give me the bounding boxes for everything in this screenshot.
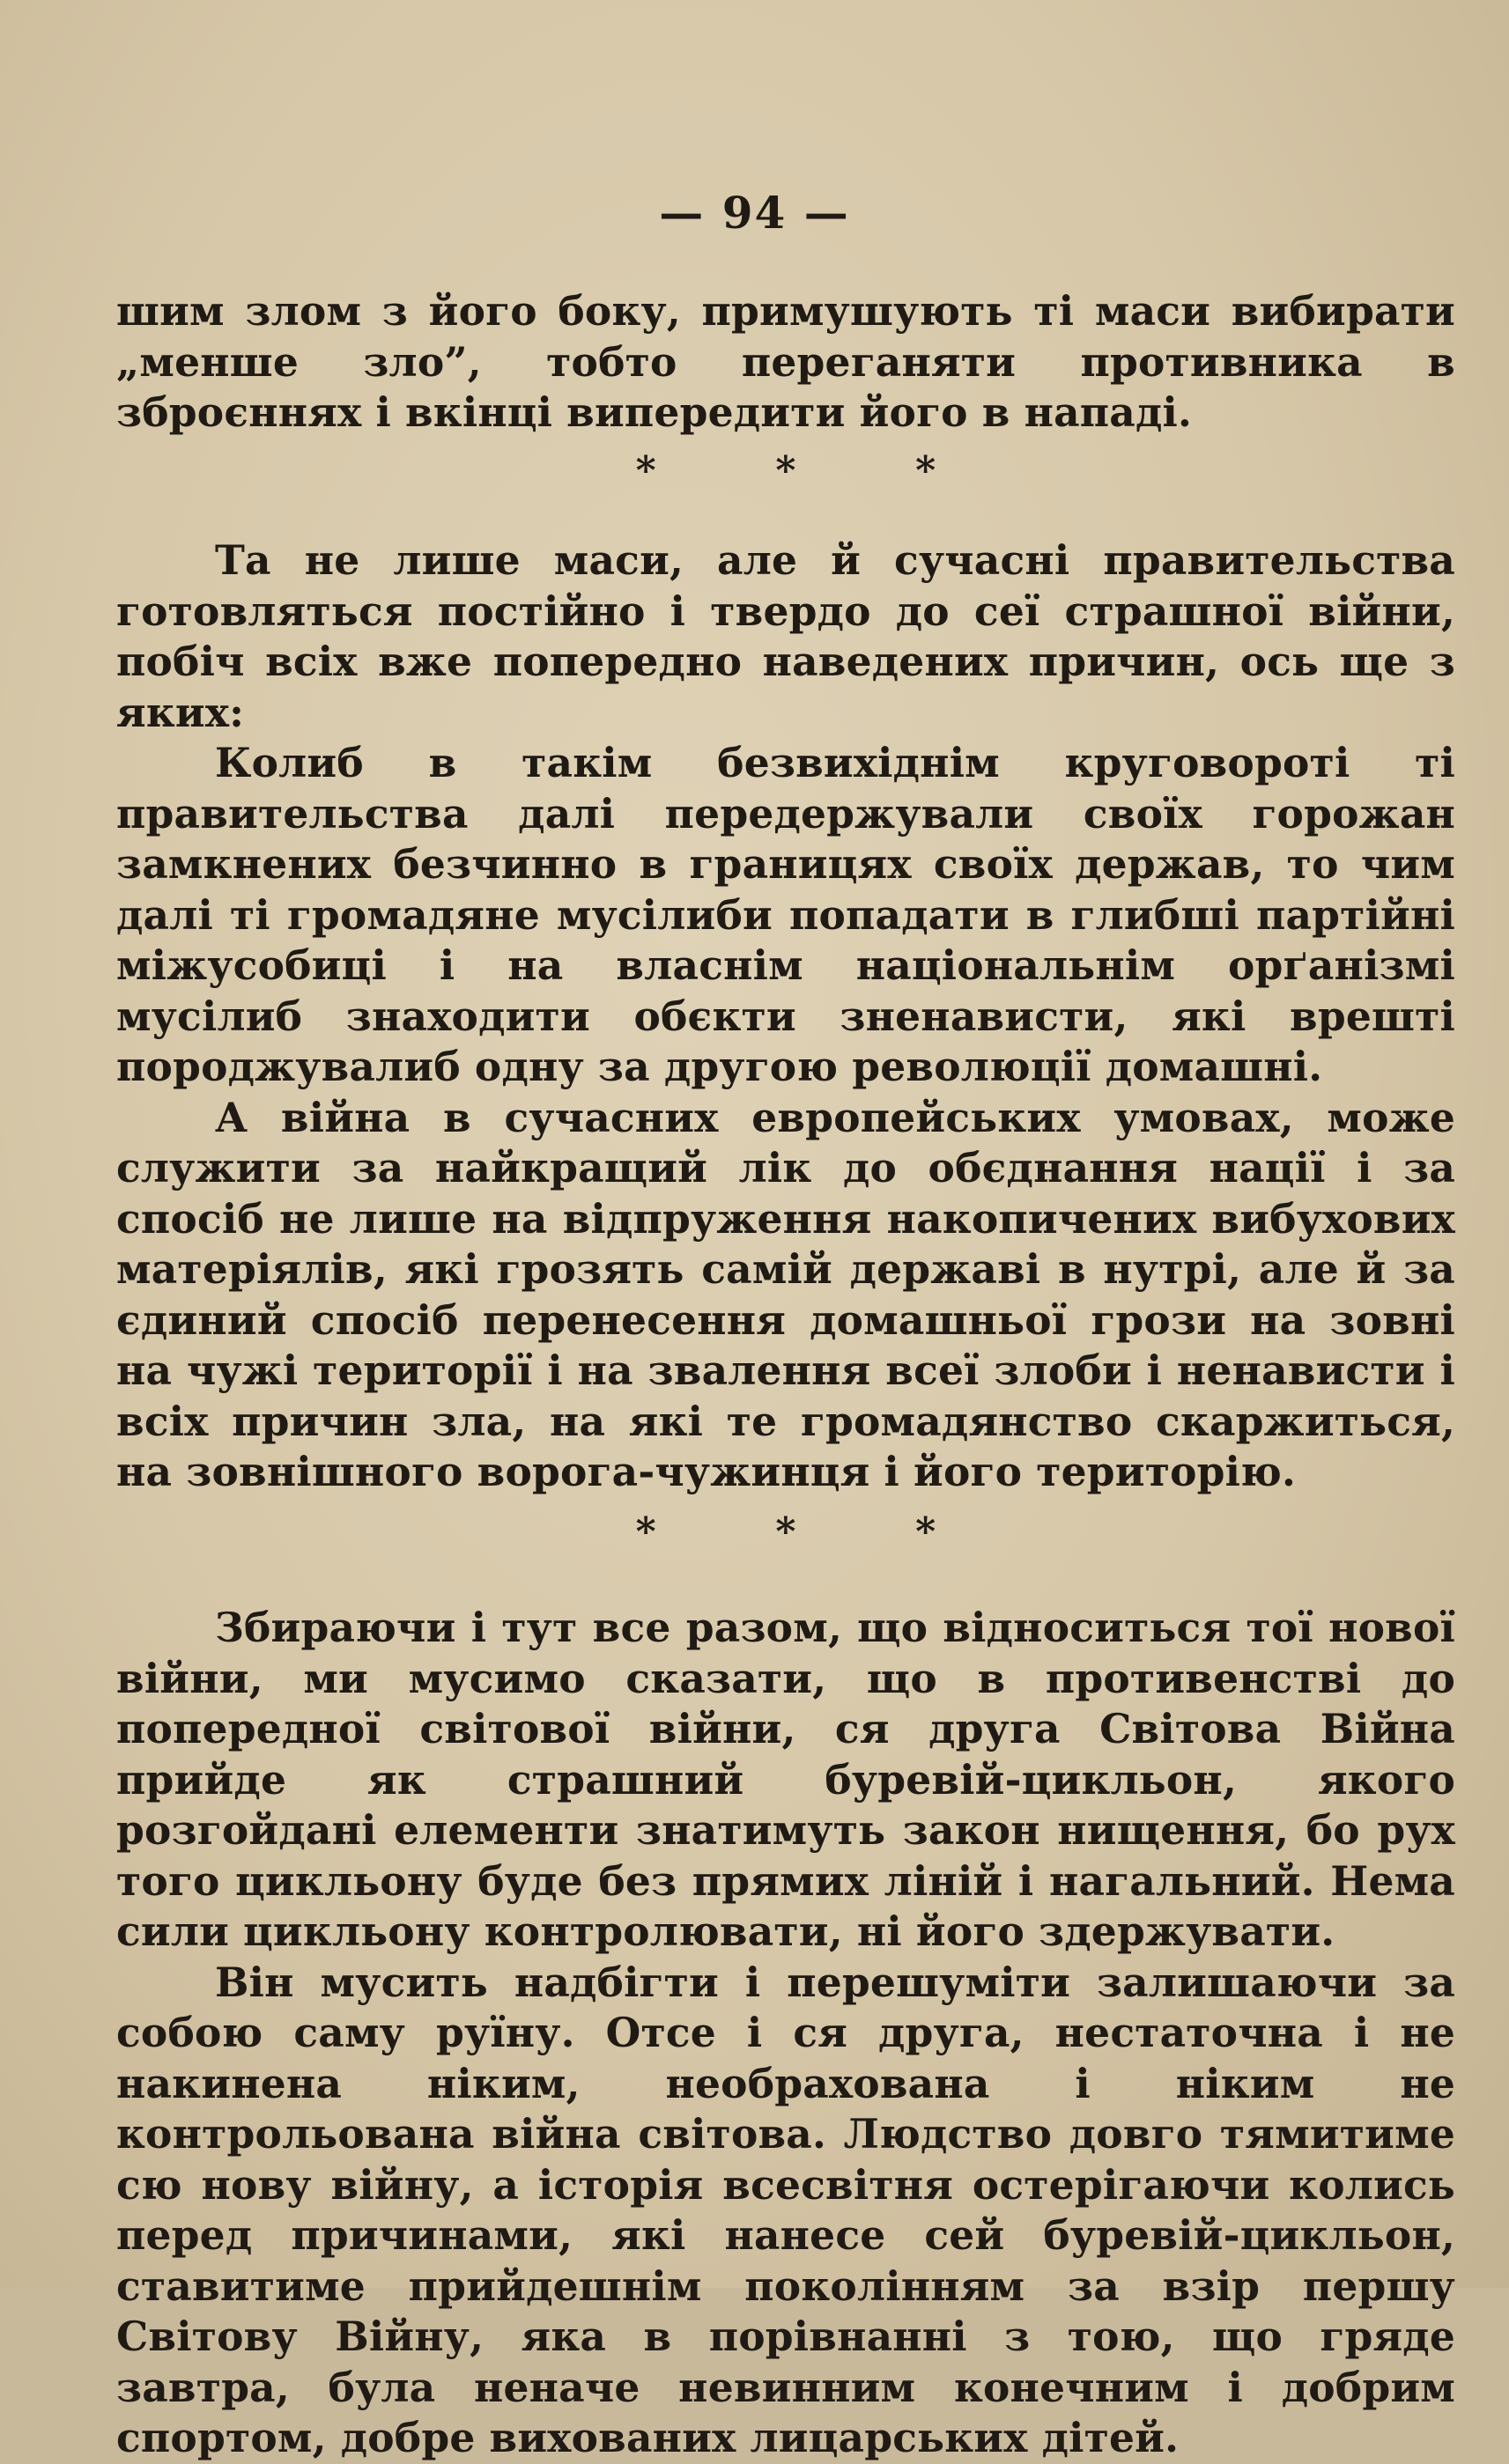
paragraph: Збираючи і тут все разом, що відноситься тої нової війни, ми мусимо сказати, що в противенстві до попередної світової війни, ся друга Світова Війна прийде як страшний буревій-цикльон, якого розгойдані елементи знатимуть закон нищення, бо рух того цикльону буде без прямих ліній і нагальний. Нема сили цикльону контролювати, ні його здержувати. bbox=[116, 1604, 1455, 1955]
section-separator: * * * bbox=[635, 447, 936, 493]
page-number: — 94 — bbox=[659, 187, 850, 239]
paragraph-continuation: шим злом з його боку, примушують ті маси вибирати „менше зло”, тобто переганяти противника в зброєннях і вкінці випередити його в нападі. bbox=[116, 287, 1455, 436]
page-body bbox=[116, 286, 1455, 2464]
section-separator: * * * bbox=[635, 1509, 936, 1554]
paragraph: Та не лише маси, але й сучасні правительства готовляться постійно і твердо до сеї страшної війни, побіч всіх вже попередно наведених причин, ось ще з яких: bbox=[116, 536, 1455, 736]
paragraph: Він мусить надбігти і перешуміти залишаючи за собою саму руїну. Отсе і ся друга, нестаточна і не накинена ніким, необрахована і ніким не контрольована війна світова. Людство довго тямитиме сю нову війну, а історія всесвітня остерігаючи колись перед причинами, які нанесе сей буревій-цикльон, ставитиме прийдешнім поколінням за взір першу Світову Війну, яка в порівнанні з тою, що гряде завтра, була неначе невинним конечним і добрим спортом, добре вихованих лицарських дітей. bbox=[116, 1958, 1455, 2461]
paragraph: А війна в сучасних европейських умовах, може служити за найкращий лік до обєднання нації і за спосіб не лише на відпруження накопичених вибухових матеріялів, які грозять самій державі в нутрі, але й за єдиний спосіб перенесення домашньої грози на зовні на чужі території і на звалення всеї злоби і ненависти і всіх причин зла, на які те громадянство скаржиться, на зовнішного ворога-чужинця і його територію. bbox=[116, 1093, 1455, 1495]
paragraph: Колиб в такім безвихіднім круговороті ті правительства далі передержували своїх горожан замкнених безчинно в границях своїх держав, то чим далі ті громадяне мусілиби попадати в глибші партійні міжусобиці і на власнім національнім орґанізмі мусілиб знаходити обєкти зненависти, які врешті породжувалиб одну за другою революції домашні. bbox=[116, 739, 1455, 1090]
